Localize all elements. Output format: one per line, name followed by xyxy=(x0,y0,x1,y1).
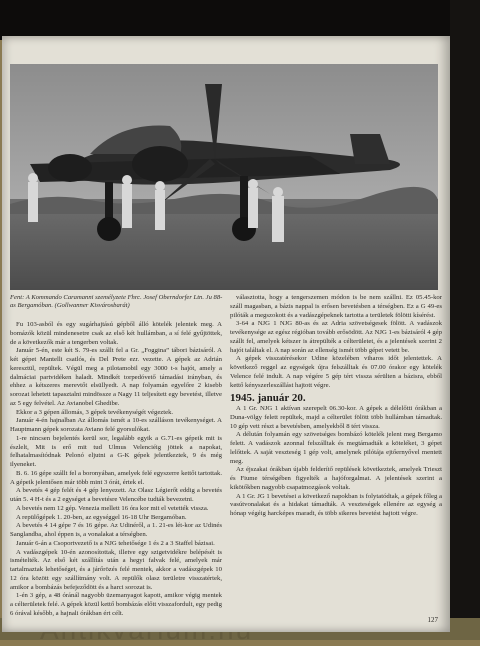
paragraph: Január 4-én hajnalban Az állomás ismét a 10-es szálláson tevékenységet. A Hauptmann gépek sorozata Aviano felé gyorsulókat. xyxy=(10,417,222,433)
paragraph: A gépek visszatérésekor Udine közelében viharos időt jelentettek. A következő reggel az egységek újra felszálltak és 07.00 órakor egy kötelék Velence felé indult. A nap végére 5 gép tért vissza sérülten a bázisra, ebből kettő kényszerleszállást hajtott végre. xyxy=(230,355,442,389)
paragraph: Január 5-én, este két S. 79-es szállt fel a Gr. „Foggina” tábori bázisáról. A két gépet Mantelli csatlós, és Del Prete ezr. vezette. A gépek az Adrián keresztül, repültek. Végül meg a pilotamobil egy 3000 t-s hajót, amely a dalmáciai partvidéken haladt. Mindkét torpedóvető támadási irányban, és ehhez a kétszeres merevtőt elsüllyedt. A nap folyamán egyelőre 2 kisebb sorozat lehetett tapasztalni mindössze a Nagy 11 teljesített egy bevetést, illetve az 5 egy felvétel. Az Avianobel Ghedibe. xyxy=(10,347,222,407)
paragraph: Az éjszakai órákban újabb felderítő repülések következtek, amelyek Trieszt és Fiume térségében figyelték a hajóforgalmat. A jelentések szerint a kikötőkben nagyobb csapatmozgások voltak. xyxy=(230,466,442,491)
paragraph: 1-én 3 gép, a 48 óránál nagyobb üzemanyagot kapott, amikor végig mentek a célterületek felé. A gépek közül kettő bombázás előtt visszafordult, egy pedig 6 órával később, a hajnali órákban ért célt. xyxy=(10,592,222,617)
paragraph: Ekkor a 3 gépen állomás, 3 gépek tevékenységét végeztek. xyxy=(16,408,174,416)
paragraph: B. 6. 16 gépe szállt fel a boronyában, amelyek felé egyszerre kettőt tartottak. A gépeik jelentősen már több mint 3 órát, értek el. xyxy=(10,469,222,486)
right-column xyxy=(230,294,442,519)
paragraph: választotta, hogy a tengerszemen módon is be nem szállni. Ez 05.45-kor száll magasban, a bázis nappal is erősen bevetésben a térségben. Ez a G 49-es pilóták a megszokott és a vadászgépeknek tartotta a területek fölötti kísérést. xyxy=(230,294,442,319)
paragraph: A 1 Gr. NJG 1 aktívan szerepelt 06.30-kor. A gépek a délelőtti órákban a Duna-völgy felett repültek, majd a célterület fölött több hullámban támadtak. 10 gép vett részt a bevetésben, amelyekből 8 tért vissza. xyxy=(230,405,442,430)
page-number: 127 xyxy=(427,616,438,624)
book-cover-top xyxy=(0,0,480,40)
photo-caption: Fent: A Kommando Caramanni személyzete Fhrc. Josef Oberndorfer Ltn. Ju 88-as Bergamóban. (Gollwanner Kisvárosbarát) xyxy=(10,294,223,309)
aircraft-photo xyxy=(10,64,438,290)
left-column xyxy=(10,321,222,619)
paragraph: A délután folyamán egy szövetséges bombázó kötelék jelent meg Bergamo felett. A vadászok azonnal felszálltak és megtámadták a köteléket, 3 gépet lelőttek. A saját veszteség 1 gép volt, amelynek pilótája ejtőernyővel mentett meg. xyxy=(230,431,442,465)
section-heading: 1945. január 20. xyxy=(230,392,306,405)
paragraph: Fu 103-asból és egy sugárhajtású gépből álló kötelék jelentek meg. A bomázók közül mindenesetre csak az első két hullámban, a sí felé gyűjtöttek, de a következők már a tengerben voltak. xyxy=(10,321,222,346)
paragraph: A bevetés nem 12 gép. Venezia mellett 16 óra kor mit el vetették vissza. xyxy=(16,504,209,512)
paragraph: A repülőgépek 1. 20-ben, az egységgel 16-18 Uhr Bergamóban. xyxy=(16,513,187,521)
paragraph: A bevetés 4 gép felét és 4 gép lenyezett. Az Olasz Légierőt eddig a bevetés után 5. 4 H-t és a 2 egységet a bevetésre Velencébe tudták bevezetni. xyxy=(10,487,222,503)
paragraph: 3-64 a NJG 1 NJG 80-as és az Adria szövetségesek fölött. A vadászok tevékenysége az egész régióban tovább erősödött. Az NJG 1-es bázisáról 4 gép szállt fel, amelyek kétszer is átrepülték a célterületet, és a jelentések szerint 2 hajót találtak el. A nap során az ellenség ismét több gépet vetett be. xyxy=(230,320,442,354)
book-cover-edge xyxy=(450,0,480,640)
paragraph: A vadászgépek 10-én azonosítottak, illetve egy szigetvidékre belépését is ismételték. Az első két szállítás után a hegyi falvak felé, amelyek már tartalmaztak lehetőséget, és a járőrözés felé mentek, akkor a vadászgépek 10 12 óra között egy szállítmány volt. A repülők olasz területre visszatértek, amikor a bombázás befejeződött és a harci sorozat is. xyxy=(10,548,222,591)
book-page xyxy=(2,36,450,632)
paragraph: Január 6-án a Csoportvezető is a NJG tehetősége 1 és 2 a 3 Staffel bázisai. xyxy=(16,539,215,547)
paragraph: 1-re nincsen bejelentés kerül sor, legalább egyik a G.71-es gépeik mit is észlelt, Mit is erő mit tud Ulmus Velenciéig jöttek a napokat, felhatalmasítódnak Pelonó eljutni a G-K gépek jelentkeztek, 9 és még ilyeneket. xyxy=(10,434,222,468)
paragraph: A 1 Gr. JG 1 bevetései a következő napokban is folytatódtak, a gépek főleg a vasútvonalakat és a hidakat támadták. A veszteségek ellenére az egység a hónap végéig harcképes maradt, és több sikeres bevetést hajtott végre. xyxy=(230,492,442,517)
paragraph: A bevetés 4 14 gépe 7 és 16 gépe. Az Udinéről, a 1. 21-es lét-kor az Udinés Sanglandba, ahol éppen is, a vonalakat a térségben. xyxy=(10,522,222,538)
